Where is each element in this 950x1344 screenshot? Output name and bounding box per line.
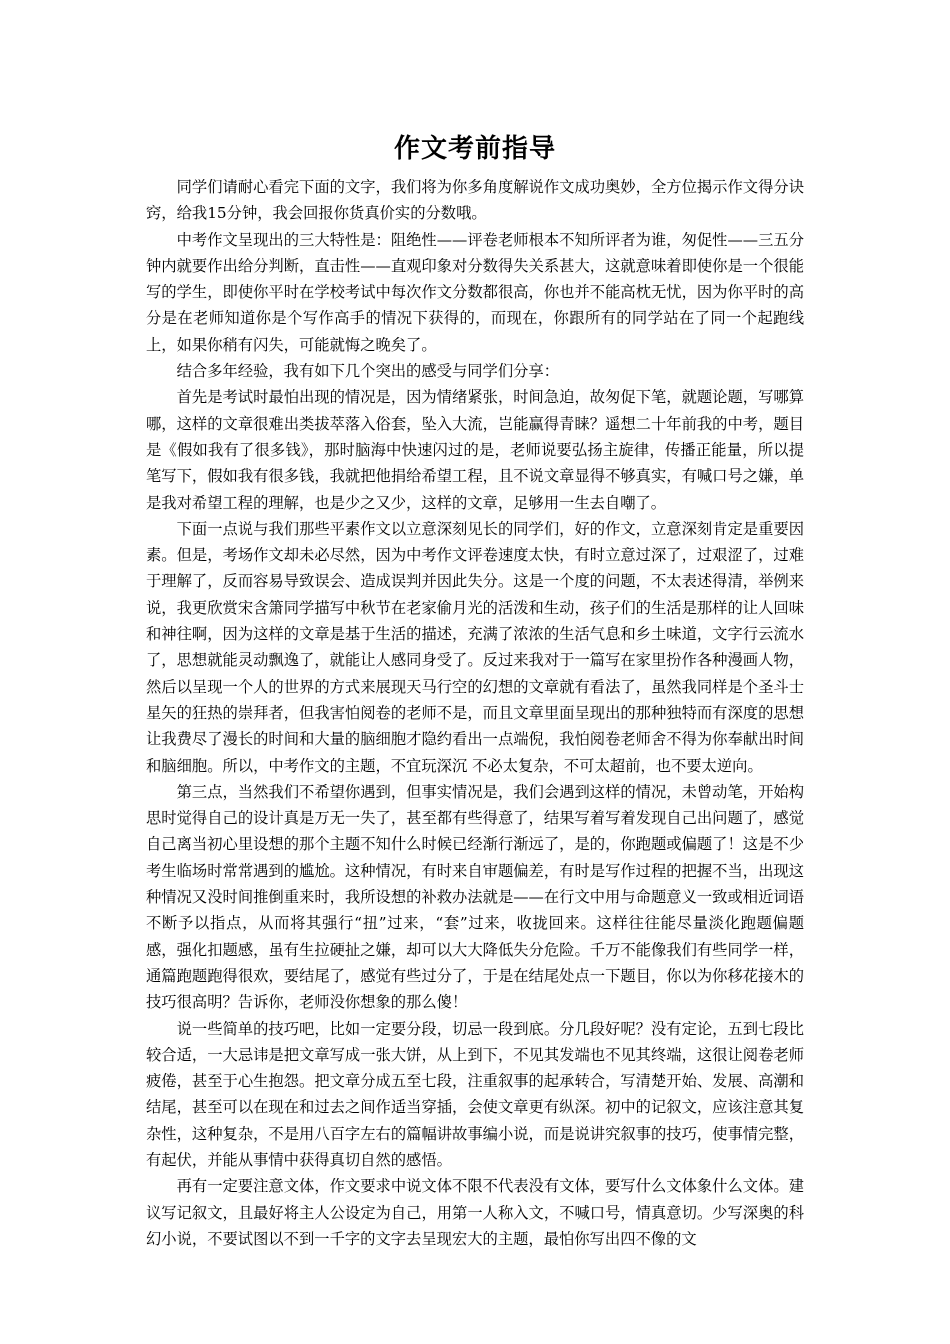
paragraph-third-point: 第三点，当然我们不希望你遇到，但事实情况是，我们会遇到这样的情况，未曾动笔，开始构思时觉得自己的设计真是万无一失了，甚至都有些得意了，结果写着写着发现自己出问题了，感觉自己离当初心里设想的那个主题不知什么时候已经渐行渐远了，是的，你跑题或偏题了！这是不少考生临场时常常遇到的尴尬。这种情况，有时来自审题偏差，有时是写作过程的把握不当，出现这种情况又没时间推倒重来时，我所设想的补救办法就是——在行文中用与命题意义一致或相近词语不断予以指点，从而将其强行“扭”过来，“套”过来，收拢回来。这样往往能尽量淡化跑题偏题感，强化扣题感，虽有生拉硬扯之嫌，却可以大大降低失分危险。千万不能像我们有些同学一样，通篇跑题跑得很欢，要结尾了，感觉有些过分了，于是在结尾处点一下题目，你以为你移花接木的技巧很高明？告诉你，老师没你想象的那么傻！	[146, 782, 804, 1012]
paragraph-second-point: 下面一点说与我们那些平素作文以立意深刻见长的同学们，好的作文，立意深刻肯定是重要因素。但是，考场作文却未必尽然，因为中考作文评卷速度太快，有时立意过深了，过艰涩了，过难于理解了，反而容易导致误会、造成误判并因此失分。这是一个度的问题，不太表述得清，举例来说，我更欣赏宋含箫同学描写中秋节在老家偷月光的活泼和生动，孩子们的生活是那样的让人回味和神往啊，因为这样的文章是基于生活的描述，充满了浓浓的生活气息和乡土味道，文字行云流水了，思想就能灵动飘逸了，就能让人感同身受了。反过来我对于一篇写在家里扮作各种漫画人物，然后以呈现一个人的世界的方式来展现天马行空的幻想的文章就有看法了，虽然我同样是个圣斗士星矢的狂热的崇拜者，但我害怕阅卷的老师不是，而且文章里面呈现出的那种独特而有深度的思想让我费尽了漫长的时间和大量的脑细胞才隐约看出一点端倪，我怕阅卷老师舍不得为你奉献出时间和脑细胞。所以，中考作文的主题，不宜玩深沉 不必太复杂，不可太超前，也不要太逆向。	[146, 519, 804, 775]
paragraph-three-traits: 中考作文呈现出的三大特性是：阻绝性——评卷老师根本不知所评者为谁，匆促性——三五分钟内就要作出给分判断，直击性——直观印象对分数得失关系甚大，这就意味着即使你是一个很能写的学生，即使你平时在学校考试中每次作文分数都很高，你也并不能高枕无忧，因为你平时的高分是在老师知道你是个写作高手的情况下获得的，而现在，你跟所有的同学站在了同一个起跑线上，如果你稍有闪失，可能就悔之晚矣了。	[146, 230, 804, 354]
document-body	[146, 174, 804, 1252]
document-title: 作文考前指导	[393, 134, 556, 164]
paragraph-tips: 说一些简单的技巧吧，比如一定要分段，切忌一段到底。分几段好呢？没有定论，五到七段比较合适，一大忌讳是把文章写成一张大饼，从上到下，不见其发端也不见其终端，这很让阅卷老师疲倦，甚至于心生抱怨。把文章分成五至七段，注重叙事的起承转合，写清楚开始、发展、高潮和结尾，甚至可以在现在和过去之间作适当穿插，会使文章更有纵深。初中的记叙文，应该注意其复杂性，这种复杂，不是用八百字左右的篇幅讲故事编小说，而是说讲究叙事的技巧，使事情完整，有起伏，并能从事情中获得真切自然的感悟。	[146, 1019, 804, 1169]
paragraph-intro: 同学们请耐心看完下面的文字，我们将为你多角度解说作文成功奥妙，全方位揭示作文得分诀窍，给我15分钟，我会回报你货真价实的分数哦。	[146, 178, 804, 223]
paragraph-first-point: 首先是考试时最怕出现的情况是，因为情绪紧张，时间急迫，故匆促下笔，就题论题，写哪算哪，这样的文章很难出类拔萃落入俗套，坠入大流，岂能赢得青睐？遥想二十年前我的中考，题目是《假如我有了很多钱》，那时脑海中快速闪过的是，老师说要弘扬主旋律，传播正能量，所以提笔写下，假如我有很多钱，我就把他捐给希望工程，且不说文章显得不够真实，有喊口号之嫌，单是我对希望工程的理解，也是少之又少，这样的文章，足够用一生去自嘲了。	[146, 388, 804, 512]
paragraph-genre: 再有一定要注意文体，作文要求中说文体不限不代表没有文体，要写什么文体象什么文体。建议写记叙文，且最好将主人公设定为自己，用第一人称入文，不喊口号，情真意切。少写深奥的科幻小说，不要试图以不到一千字的文字去呈现宏大的主题，最怕你写出四不像的文	[146, 1177, 804, 1248]
paragraph-experience: 结合多年经验，我有如下几个突出的感受与同学们分享：	[176, 362, 560, 381]
